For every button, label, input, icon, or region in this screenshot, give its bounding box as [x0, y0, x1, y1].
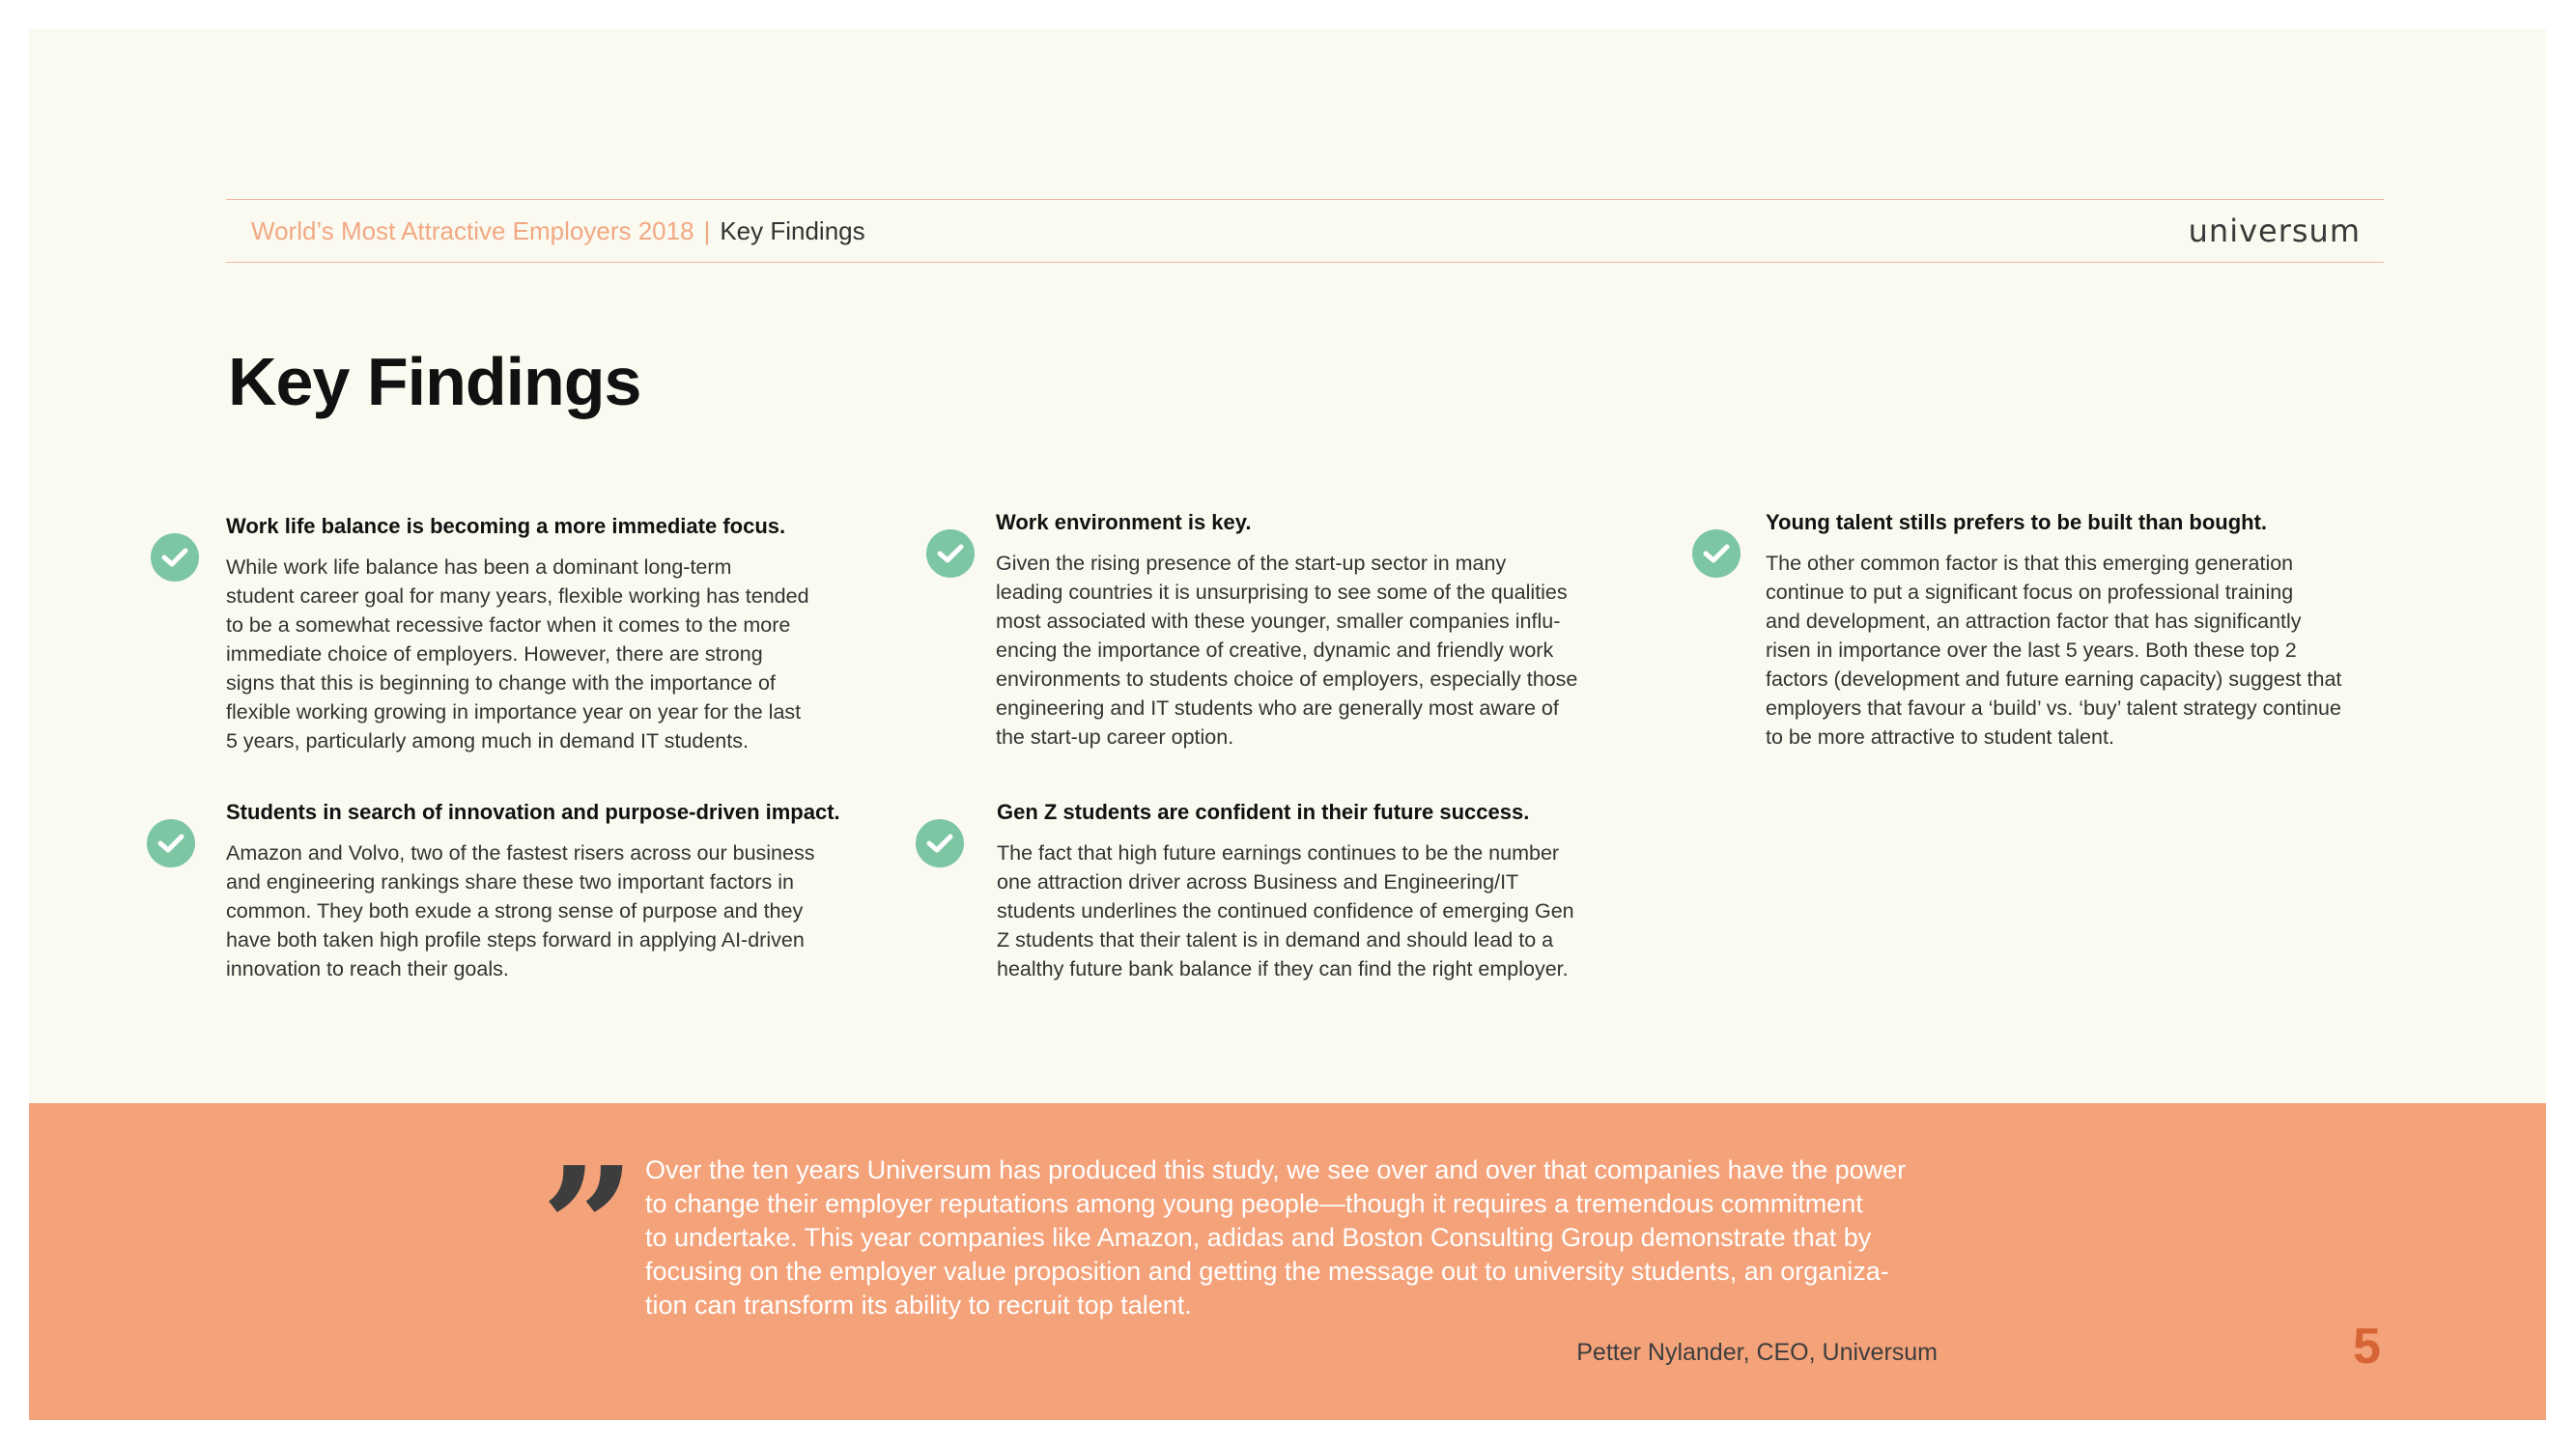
finding-body: While work life balance has been a dominant long-term student career goal for many years, flexible working has tended to be a somewhat recessive factor when it comes to the more immediate choice of employers. However, there are strong signs that this is beginning to change with the importance of flexible working growing in importance year on year for the last 5 years, particularly among much in demand IT students. [226, 555, 809, 753]
header-report-title: World’s Most Attractive Employers 2018 [251, 215, 694, 245]
page-number: 5 [2353, 1319, 2381, 1375]
finding-body: Amazon and Volvo, two of the fastest risers across our business and engineering rankings share these two important factors in common. They both exude a strong sense of purpose and they have both taken high profile steps forward in applying AI-driven innovation to reach their goals. [226, 841, 815, 980]
finding-title: Students in search of innovation and purpose-driven impact. [226, 800, 840, 824]
finding-work-environment [996, 508, 1624, 752]
finding-young-talent [1766, 508, 2393, 752]
page-title: Key Findings [228, 344, 641, 419]
header-breadcrumb [251, 200, 865, 262]
quote-band [29, 1103, 2546, 1420]
report-page [29, 29, 2546, 1420]
finding-body: The fact that high future earnings continues to be the number one attraction driver across Business and Engineering/IT students underlines the continued confidence of emerging Gen Z students that their talent is in demand and should lead to a healthy future bank balance if they can find the right employer. [997, 841, 1574, 980]
check-circle-icon [151, 533, 199, 582]
header-separator: | [703, 215, 711, 245]
finding-body: Given the rising presence of the start-up sector in many leading countries it is unsurprising to see some of the qualities most associated with these younger, smaller companies influ- encing the importance of creative, dynamic and friendly work environments to students choice of employers, especially those engineering and IT students who are generally most aware of the start-up career option. [996, 552, 1578, 749]
universum-logo: universum [2188, 213, 2361, 249]
quote-author: Petter Nylander, CEO, Universum [1576, 1339, 1938, 1366]
header-section-title: Key Findings [720, 215, 865, 245]
finding-title: Work environment is key. [996, 510, 1252, 534]
quote-text: Over the ten years Universum has produced this study, we see over and over that companies have the power to change their employer reputations among young people—though it requires a tremendous commitment to undertake. This year companies like Amazon, adidas and Boston Consulting Group demonstrate that by focusing on the employer value proposition and getting the message out to university students, an organiza- tion can transform its ability to recruit top talent. [645, 1155, 1907, 1320]
finding-title: Gen Z students are confident in their future success. [997, 800, 1530, 824]
check-circle-icon [926, 529, 975, 578]
finding-body: The other common factor is that this emerging generation continue to put a significant focus on professional training and development, an attraction factor that has significantly risen in importance over the last 5 years. Both these top 2 factors (development and future earning capacity) suggest that employers that favour a ‘build’ vs. ‘buy’ talent strategy continue to be more attractive to student talent. [1766, 552, 2342, 749]
finding-gen-z-confidence [997, 798, 1625, 983]
finding-innovation-purpose [226, 798, 854, 983]
check-circle-icon [1692, 529, 1741, 578]
check-circle-icon [916, 819, 964, 867]
finding-work-life-balance [226, 512, 854, 755]
finding-title: Work life balance is becoming a more immediate focus. [226, 514, 786, 538]
quote-mark-icon: ” [541, 1131, 636, 1324]
check-circle-icon [147, 819, 195, 867]
page-header [226, 199, 2384, 263]
finding-title: Young talent stills prefers to be built than bought. [1766, 510, 2268, 534]
